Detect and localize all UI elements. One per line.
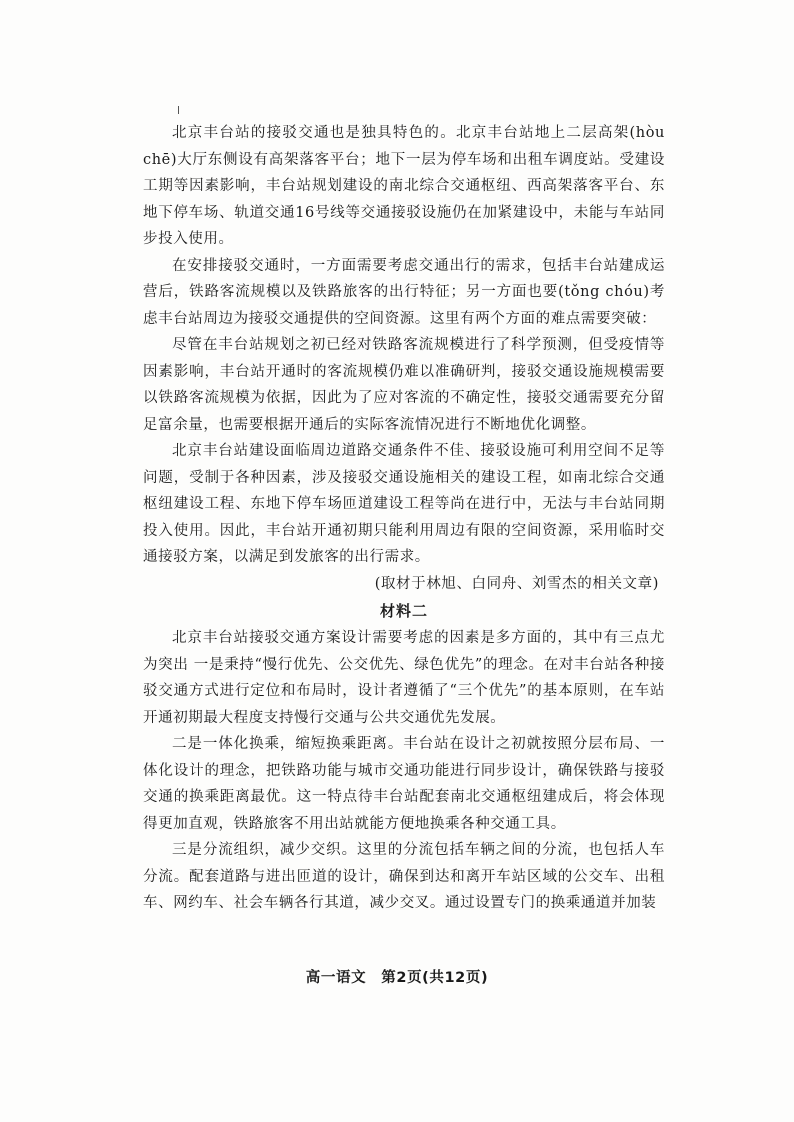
paragraph-planning-needs: 在安排接驳交通时，一方面需要考虑交通出行的需求，包括丰台站建成运营后，铁路客流规模以及铁路旅客的出行特征；另一方面也要(tǒng chóu)考虑丰台站周边为接驳交通提供的空间资源。这里有两个方面的难点需要突破： (143, 257, 665, 327)
scan-mark (178, 106, 179, 114)
paragraph-interchange-intro: 北京丰台站的接驳交通也是独具特色的。北京丰台站地上二层高架(hòu chē)大厅东侧设有高架落客平台；地下一层为停车场和出租车调度站。受建设工期等因素影响，丰台站规划建设的南北综合交通枢纽、西高架落客平台、东地下停车场、轨道交通16号线等交通接驳设施仍在加紧建设中，未能与车站同步投入使用。 (143, 125, 665, 247)
paragraph-design-factors: 北京丰台站接驳交通方案设计需要考虑的因素是多方面的，其中有三点尤为突出 一是秉持“慢行优先、公交优先、绿色优先”的理念。在对丰台站各种接驳交通方式进行定位和布局时，设计者遵循了“三个优先”的基本原则，在车站开通初期最大程度支持慢行交通与公共交通优先发展。 (143, 630, 665, 726)
paragraph-traffic-separation: 三是分流组织，减少交织。这里的分流包括车辆之间的分流，也包括人车分流。配套道路与进出匝道的设计，确保到达和离开车站区域的公交车、出租车、网约车、社会车辆各行其道，减少交叉。通过设置专门的换乘通道并加装 (143, 842, 665, 911)
section-heading-material-two: 材料二 (379, 602, 428, 620)
paragraph-integrated-transfer: 二是一体化换乘，缩短换乘距离。丰台站在设计之初就按照分层布局、一体化设计的理念，把铁路功能与城市交通功能进行同步设计，确保铁路与接驳交通的换乘距离最优。这一特点待丰台站配套南北交通枢纽建成后，将会体现得更加直观，铁路旅客不用出站就能方便地换乘各种交通工具。 (143, 736, 665, 832)
page-footer: 高一语文 第2页(共12页) (305, 970, 489, 986)
paragraph-passenger-flow: 尽管在丰台站规划之初已经对铁路客流规模进行了科学预测，但受疫情等因素影响，丰台站开通时的客流规模仍难以准确研判，接驳交通设施规模需要以铁路客流规模为依据，因此为了应对客流的不确定性，接驳交通需要充分留足富余量，也需要根据开通后的实际客流情况进行不断地优化调整。 (143, 337, 665, 433)
page-content (143, 120, 665, 917)
source-attribution: (取材于林旭、白同舟、刘雪杰的相关文章) (374, 575, 659, 592)
paragraph-space-constraints: 北京丰台站建设面临周边道路交通条件不佳、接驳设施可利用空间不足等问题，受制于各种因素，涉及接驳交通设施相关的建设工程，如南北综合交通枢纽建设工程、东地下停车场匝道建设工程等尚在进行中，无法与丰台站同期投入使用。因此，丰台站开通初期只能利用周边有限的空间资源，采用临时交通接驳方案，以满足到发旅客的出行需求。 (143, 443, 665, 565)
